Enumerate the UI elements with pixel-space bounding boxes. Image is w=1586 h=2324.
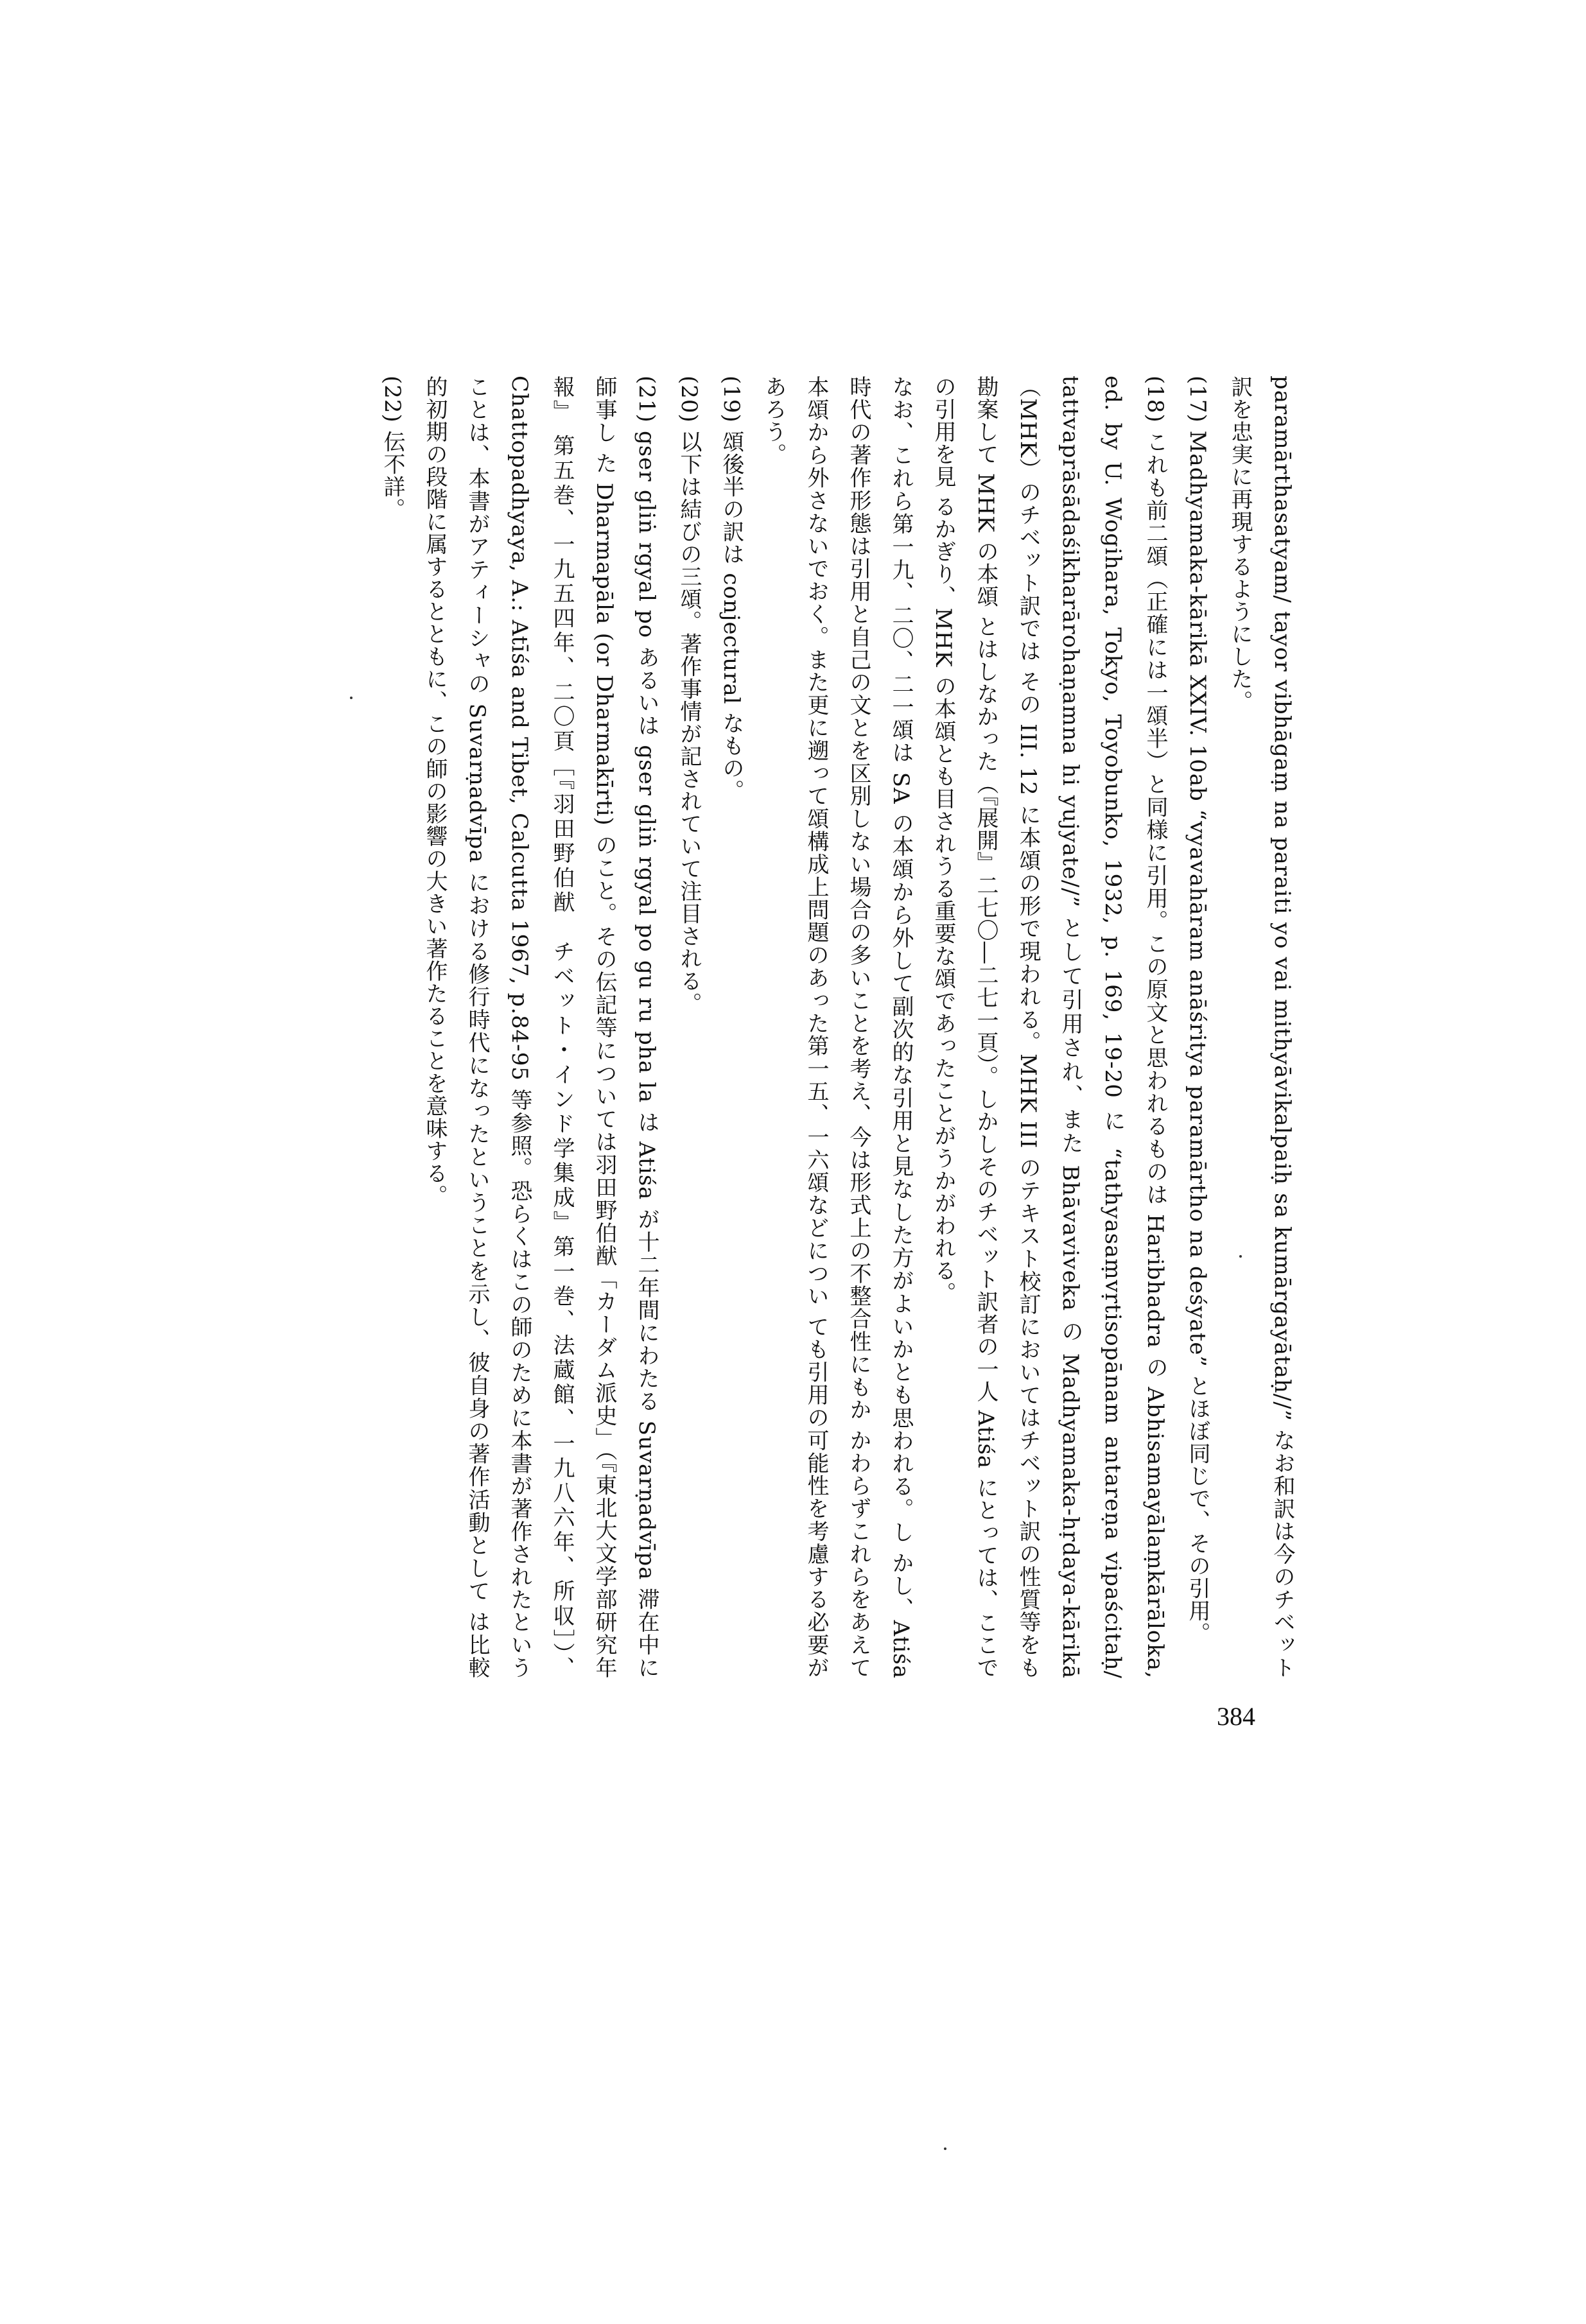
note-text: これも前二頌（正確には一頌半）と同様に引用。この原文と思われるものは Haribhadra の Abhisamayālaṃkārāloka, ed. by U. Wogihara, Tokyo, Toyobunko, 1932, p. 169, 19-20 に “tathyasaṃvṛtisopānam antareṇa vipaścitaḥ/ tattvaprāsādaśikharārohaṇamna hi yujyate//” として引用され、また Bhāvaviveka の Madhyamaka-hṛdaya-kārikā（MHK）のチベット訳では その III. 12 に本頌の形で現われる。MHK III のテキスト校訂においてはチベット訳の性質等をも勘案して MHK の本頌 とはしなかった（『展開』二七〇―二七一頁）。しかしそのチベット訳者の一人 Atiśa にとっては、ここでの引用を見 るかぎり、MHK の本頌とも目されうる重要な頌であったことがうかがわれる。 <box>930 376 1168 1679</box>
page-number: 384 <box>1217 1702 1255 1731</box>
note-text: 以下は結びの三頌。著作事情が記されていて注目される。 <box>676 430 702 1015</box>
note-continuation <box>1219 376 1303 1679</box>
note-text: 頌後半の訳は conjectural なもの。 <box>719 430 744 802</box>
note-20 <box>668 376 710 1679</box>
note-17 <box>1176 376 1219 1679</box>
note-number: (21) <box>634 376 659 423</box>
note-text: なお、これら第一九、二〇、二一頌は SA の本頌から外して副次的な引用と見なした方がよいかとも思われる。し かし、Atiśa 時代の著作形態は引用と自己の文とを区別しない場合の多いことを考え、今は形式上の不整合性にもか かわらずこれらをあえて本頌から外さないでおく。また更に遡って頌構成上問題のあった第一五、一六頌などについ ても引用の可能性を考慮する必要があろう。 <box>761 376 914 1679</box>
note-number: (18) <box>1142 376 1168 423</box>
note-text: 伝不詳。 <box>379 430 405 521</box>
note-number: (19) <box>719 376 744 423</box>
note-number: (17) <box>1185 376 1210 423</box>
scan-speck <box>1239 1255 1242 1258</box>
note-text: gser gliṅ rgyal po あるいは gser gliṅ rgyal po gu ru pha la は Atiśa が十二年間にわたる Suvarṇadvīpa 滞在中に師事し た Dharmapāla (or Dharmakīrti) のこと。その伝記等については羽田野伯猷「カーダム派史」（『東北大文学部研究年報』 第五巻、一九五四年、二〇頁［『羽田野伯猷 チベット・インド学集成』第一巻、法蔵館、一九八六年、所収］）、 Chattopadhyaya, A.: Atīśa and Tibet, Calcutta 1967, p.84-95 等参照。恐らくはこの師のために本書が著作されたという ことは、本書がアティーシャの Suvarṇadvīpa における修行時代になったということを示し、彼自身の著作活動として は比較的初期の段階に属するとともに、この師の影響の大きい著作たることを意味する。 <box>422 376 659 1679</box>
note-18-paragraph-2 <box>753 376 922 1679</box>
scan-speck <box>350 697 353 699</box>
note-21 <box>414 376 668 1679</box>
note-22 <box>371 376 414 1679</box>
note-text: Madhyamaka-kārikā XXIV. 10ab “vyavahāram anāśritya paramārtho na deśyate” とほぼ同じで、その引用。 <box>1185 430 1210 1645</box>
note-text: paramārthasatyam/ tayor vibhāgaṃ na paraiti yo vai mithyāvikalpaiḥ sa kumārgayātaḥ//” なお和訳は今のチベット訳を忠実に再現するようにした。 <box>1227 376 1295 1679</box>
endnotes-block <box>340 376 1303 1679</box>
note-18 <box>922 376 1176 1679</box>
scan-speck <box>944 2147 946 2150</box>
note-19 <box>710 376 753 1679</box>
note-number: (22) <box>379 376 405 423</box>
note-number: (20) <box>676 376 702 423</box>
